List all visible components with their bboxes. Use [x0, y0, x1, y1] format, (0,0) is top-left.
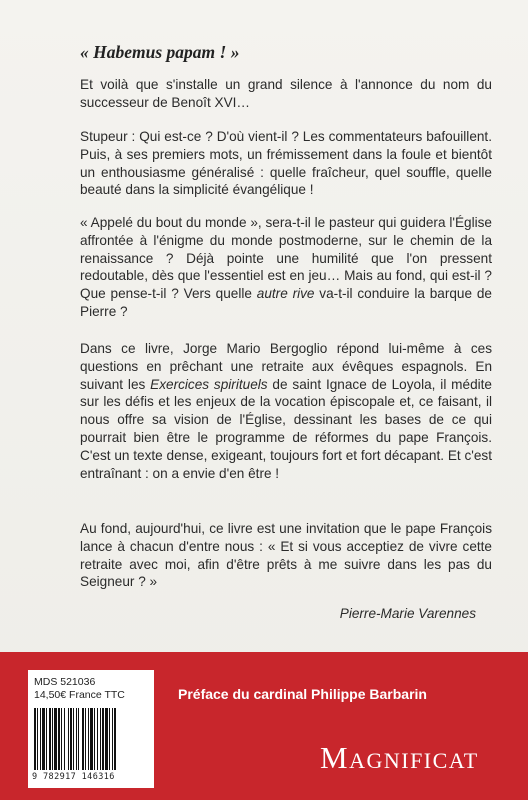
paragraph-text — [80, 340, 492, 482]
paragraph-text: Stupeur : Qui est-ce ? D'où vient-il ? Les commentateurs bafouillent. Puis, à ses premiers mots, un frémissement dans la foule et bientôt un enthousiasme généralisé : quelle fraîcheur, quel souffle, quelle beauté dans la simplicité évangélique ! — [80, 129, 492, 198]
barcode-panel — [28, 670, 154, 788]
barcode-bar — [64, 708, 65, 770]
headline: « Habemus papam ! » — [80, 42, 240, 62]
barcode-bar — [37, 708, 38, 770]
barcode-bar — [82, 708, 84, 770]
barcode-bar — [61, 708, 62, 770]
barcode-bar — [49, 708, 51, 770]
preface-credit: Préface du cardinal Philippe Barbarin — [178, 686, 427, 702]
paragraph-invitation — [80, 520, 492, 591]
barcode-icon — [34, 708, 148, 770]
paragraph-stupeur — [80, 128, 492, 199]
text-run: « Appelé du bout du monde », sera-t-il le pasteur qui guidera l'Église affrontée à l'énigme du monde postmoderne, sur le chemin de la renaissance ? Déjà pointe une humilité que l'on pressent redoutable, dès que l'essentiel est en jeu… Mais au fond, qui est-il ? Que pense-t-il ? Vers quelle — [80, 215, 492, 302]
barcode-bar — [90, 708, 93, 770]
isbn-number: 9 782917 146316 — [32, 772, 115, 782]
publisher-logo — [320, 740, 479, 776]
barcode-bar — [76, 708, 77, 770]
barcode-bar — [97, 708, 98, 770]
barcode-bar — [105, 708, 108, 770]
barcode-bar — [112, 708, 113, 770]
barcode-bar — [46, 708, 47, 770]
signature: Pierre-Marie Varennes — [339, 606, 476, 621]
barcode-bar — [94, 708, 95, 770]
paragraph-intro — [80, 76, 492, 112]
barcode-bar — [102, 708, 104, 770]
barcode-bar — [88, 708, 89, 770]
barcode-bar — [58, 708, 60, 770]
text-run: Dans ce livre, Jorge Mario Bergoglio répond lui-même à ces questions en prêchant une retraite aux évêques espagnols. En suivant les — [80, 341, 492, 392]
italic-text: Exercices spirituels — [150, 376, 268, 392]
barcode-bar — [114, 708, 116, 770]
price: 14,50€ France TTC — [34, 689, 125, 701]
barcode-bar — [34, 708, 36, 770]
logo-rest: AGNIFICAT — [349, 748, 479, 773]
barcode-bar — [42, 708, 45, 770]
barcode-bar — [70, 708, 72, 770]
paragraph-text — [80, 214, 492, 321]
paragraph-appele — [80, 214, 492, 321]
barcode-bar — [73, 708, 74, 770]
barcode-bar — [109, 708, 110, 770]
paragraph-text: Au fond, aujourd'hui, ce livre est une invitation que le pape François lance à chacun d'entre nous : « Et si vous acceptiez de vivre cette retraite avec moi, afin d'être prêts à me suivre dans les pas du Seigneur ? » — [80, 521, 492, 590]
logo-initial: M — [320, 740, 350, 775]
product-info — [34, 676, 125, 702]
barcode-bar — [85, 708, 86, 770]
paragraph-text: Et voilà que s'installe un grand silence à l'annonce du nom du successeur de Benoît XVI… — [80, 77, 492, 110]
barcode-bar — [100, 708, 101, 770]
text-run: va-t-il conduire la barque de Pierre ? — [80, 286, 492, 319]
barcode-bar — [68, 708, 69, 770]
barcode-bar — [40, 708, 41, 770]
barcode-bar — [54, 708, 57, 770]
paragraph-livre — [80, 340, 492, 482]
ref-code: MDS 521036 — [34, 676, 96, 688]
barcode-bar — [78, 708, 79, 770]
barcode-bar — [52, 708, 53, 770]
text-run: de saint Ignace de Loyola, il médite sur les défis et les enjeux de la vocation épiscopale et, ce faisant, il nous offre sa vision de l'Église, dessinant les bases de ce qui pourrait bien être le programme de réformes du pape François. C'est un texte dense, exigeant, toujours fort et fort décapant. Et c'est entraînant : on a envie d'en être ! — [80, 376, 492, 481]
italic-text: autre rive — [256, 286, 315, 302]
